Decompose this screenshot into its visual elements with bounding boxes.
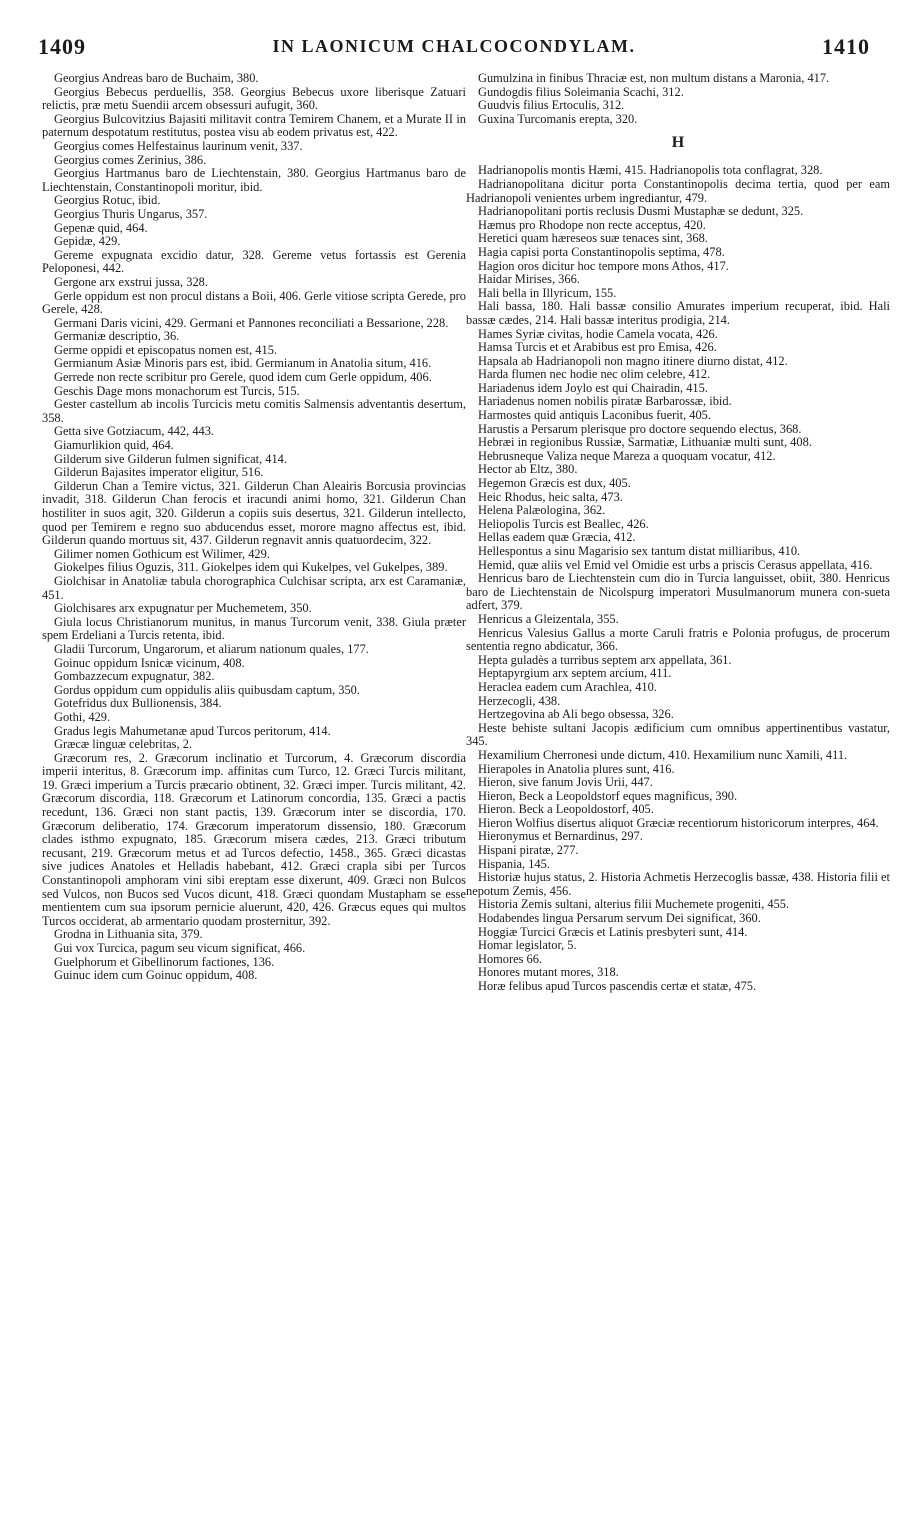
index-entry: Hellas eadem quæ Græcia, 412. [478, 530, 636, 545]
index-entry: Henricus a Gleizentala, 355. [478, 611, 619, 626]
index-entry: Gladii Turcorum, Ungarorum, et aliarum nationum quales, 177. [54, 641, 369, 656]
index-entry: Hegemon Græcis est dux, 405. [478, 476, 631, 491]
page-number-left: 1409 [38, 34, 86, 59]
index-entry: Hexamilium Cherronesi unde dictum, 410. Hexamilium nunc Xamili, 411. [478, 747, 848, 762]
index-entry: Hodabendes lingua Persarum servum Dei significat, 360. [478, 911, 761, 926]
index-entry: Hepta guladès a turribus septem arx appellata, 361. [478, 652, 732, 667]
index-entry: Hispani piratæ, 277. [478, 843, 579, 858]
index-entry: Guelphorum et Gibellinorum factiones, 136. [54, 954, 275, 969]
index-entry: Gilimer nomen Gothicum est Wilimer, 429. [54, 546, 270, 561]
index-entry: Heretici quam hæreseos suæ tenaces sint, 368. [478, 231, 708, 246]
index-entry: Georgius comes Helfestainus laurinum venit, 337. [54, 138, 303, 153]
left-column [42, 72, 466, 1502]
index-entry: Hieronymus et Bernardinus, 297. [478, 829, 643, 844]
index-entry: Gradus legis Mahumetanæ apud Turcos peritorum, 414. [54, 723, 331, 738]
index-entry: Haidar Mirises, 366. [478, 272, 580, 287]
index-entry: Hali bassa, 180. Hali bassæ consilio Amurates imperium recuperat, ibid. Hali bassæ cædes, 214. Hali bassæ interitus prodigia, 214. [466, 299, 890, 327]
index-entry: Giamurlikion quid, 464. [54, 438, 174, 453]
index-entry: Gumulzina in finibus Thraciæ est, non multum distans a Maronia, 417. [478, 72, 830, 85]
index-entry: Giolchisar in Anatoliæ tabula chorographica Culchisar scripta, arx est Caramaniæ, 451. [42, 573, 466, 602]
index-entry: Gereme expugnata excidio datur, 328. Gereme vetus fortassis est Gerenia Peloponesi, 442. [42, 247, 466, 276]
index-entry: Gilderum sive Gilderun fulmen significat, 414. [54, 451, 287, 466]
right-column-g-entries [466, 72, 890, 126]
section-letter-h: H [671, 134, 685, 152]
index-entry: Henricus baro de Liechtenstein cum dio in Turcia languisset, obiit, 380. Henricus baro de Liechtenstain de Nicolspurg imperatori Musulmanorum munera con-suetа adfert, 379. [466, 571, 890, 613]
index-entry: Hertzegovina ab Ali bego obsessa, 326. [478, 707, 674, 722]
index-entry: Gepenæ quid, 464. [54, 220, 148, 235]
index-entry: Helena Palæologina, 362. [478, 503, 606, 518]
index-entry: Hieron Wolfius disertus aliquot Græciæ recentiorum historicorum interpres, 464. [478, 815, 879, 830]
right-column [466, 72, 890, 1502]
index-entry: Hispania, 145. [478, 856, 550, 871]
index-entry: Hagia capisi porta Constantinopolis septima, 478. [478, 244, 725, 259]
index-entry: Honores mutant mores, 318. [478, 965, 619, 980]
index-entry: Hames Syriæ civitas, hodie Camela vocata, 426. [478, 326, 718, 341]
right-column-h-entries [466, 164, 890, 993]
index-entry: Hadrianopolitana dicitur porta Constantinopolis decima tertia, quod per eam Hadrianopoli venientes urbem ingrediantur, 479. [466, 176, 890, 205]
index-entry: Hieron. Beck a Leopoldostorf, 405. [478, 802, 654, 817]
index-entry: Gui vox Turcica, pagum seu vicum significat, 466. [54, 941, 306, 955]
index-entry: Guxina Turcomanis erepta, 320. [478, 111, 638, 126]
index-entry: Gombazzecum expugnatur, 382. [54, 669, 215, 684]
index-entry: Gotefridus dux Bullionensis, 384. [54, 696, 222, 711]
index-entry: Gilderun Chan a Temire victus, 321. Gilderun Chan Aleairis Borcusia provincias invadit, 318. Gilderun Chan ferocis et iracundi animi homo, 321. Gilderun Chan hostiliter in suos agit, 320. Gilderun a copiis suis desertus, 321. Gilderun intellecto, quod per Temirem e regno suo abducendus esset, morore magno affectus est, ibid. Gilderun quando mortuus sit, 437. Gilderun regnavit annis quatuordecim, 322. [42, 478, 466, 548]
index-entry: Hamsa Turcis et et Arabibus est pro Emisa, 426. [478, 340, 717, 355]
index-entry: Germianum Asiæ Minoris pars est, ibid. Germianum in Anatolia situm, 416. [54, 356, 432, 371]
index-entry: Hali bella in Illyricum, 155. [478, 285, 617, 300]
index-entry: Herzecogli, 438. [478, 693, 561, 708]
index-entry: Heptapyrgium arx septem arcium, 411. [478, 666, 672, 681]
index-entry: Giolchisares arx expugnatur per Muchemetem, 350. [54, 601, 312, 616]
index-entry: Germani Daris vicini, 429. Germani et Pannones reconciliati a Bessarione, 228. [54, 315, 449, 330]
index-entry: Geschis Dage mons monachorum est Turcis, 515. [54, 383, 300, 398]
index-entry: Germaniæ descriptio, 36. [54, 329, 180, 344]
index-entry: Hapsala ab Hadrianopoli non magno itinere diurno distat, 412. [478, 353, 788, 368]
index-entry: Hagion oros dicitur hoc tempore mons Athos, 417. [478, 258, 729, 273]
index-entry: Heraclea eadem cum Arachlea, 410. [478, 679, 657, 694]
index-entry: Hebrusneque Valiza neque Mareza a quoquam vocatur, 412. [478, 448, 776, 463]
index-entry: Giula locus Christianorum munitus, in manus Turcorum venit, 338. Giula præter spem Erdeliani a Turcis retenta, ibid. [42, 614, 466, 643]
index-entry: Hæmus pro Rhodope non recte acceptus, 420. [478, 217, 706, 232]
index-entry: Horæ felibus apud Turcos pascendis certæ et statæ, 475. [478, 979, 757, 993]
index-entry: Heliopolis Turcis est Beallec, 426. [478, 516, 649, 531]
index-entry: Græcorum res, 2. Græcorum inclinatio et Turcorum, 4. Græcorum discordia imperii interitus, 8. Græcorum imp. affinitas cum Turco, 12. Græci Turcis militant, 19. Græci imperium a Turcis præcario obtinent, 32. Græci imper. Turcis militant, 42. Græcorum discordia, 118. Græcorum et Latinorum concordia, 135. Græci a pactis recedunt, 136. Græci non stant pactis, 139. Græcorum inter se discordia, 170. Græcorum deliberatio, 174. Græcorum imperatorum dissensio, 180. Græcorum clades isthmo expugnato, 185. Græcorum misera cædes, 213. Græci tributum recusant, 219. Græcorum metus et ad Turcos defectio, 1458., 365. Græci dicastas sive judices Anatoles et Helladis habebant, 412. Græci crapla sibi per Turcos Constantinopoli amphoram vini sibi ereptam esse dixerunt, 409. Græci non Bulcos sed Vulcos, non Bucos sed Vucos dicunt, 418. Græci quondam Mustapham se esse mentientem cum sua ipsorum pernicie aluerunt, 420, 426. Græcus eques qui multos Turcos occiderat, ab armentario quodam prosternitur, 392. [42, 750, 466, 928]
index-entry: Gepidæ, 429. [54, 234, 121, 249]
index-entry: Hieron, Beck a Leopoldstorf eques magnificus, 390. [478, 788, 738, 803]
index-entry: Harmostes quid antiquis Laconibus fuerit, 405. [478, 408, 711, 423]
index-entry: Historia Zemis sultani, alterius filii Muchemete progeniti, 455. [478, 897, 790, 912]
index-entry: Hector ab Eltz, 380. [478, 462, 578, 477]
index-entry: Gundogdis filius Soleimania Scachi, 312. [478, 84, 684, 99]
index-entry: Hadrianopolis montis Hæmi, 415. Hadrianopolis tota conflagrat, 328. [478, 163, 823, 178]
index-entry: Hariadenus idem Joylo est qui Chairadin, 415. [478, 380, 708, 395]
index-entry: Georgius Rotuc, ibid. [54, 193, 161, 208]
index-entry: Homar legislator, 5. [478, 938, 577, 953]
index-entry: Georgius Hartmanus baro de Liechtenstain, 380. Georgius Hartmanus baro de Liechtenstain, Constantinopoli moritur, ibid. [42, 166, 466, 194]
index-entry: Harustis a Persarum plerisque pro doctore sequendo electus, 368. [478, 421, 802, 436]
index-entry: Heic Rhodus, heic salta, 473. [478, 489, 623, 504]
index-entry: Guudvis filius Ertoculis, 312. [478, 98, 625, 113]
index-entry: Gergone arx exstrui jussa, 328. [54, 274, 208, 289]
index-entry: Gilderun Bajasites imperator eligitur, 516. [54, 465, 264, 480]
index-entry: Gothi, 429. [54, 709, 111, 724]
index-entry: Georgius Thuris Ungarus, 357. [54, 206, 208, 221]
index-entry: Gerrede non recte scribitur pro Gerele, quod idem cum Gerle oppidum, 406. [54, 370, 432, 385]
index-entry: Gester castellum ab incolis Turcicis metu comitis Salmensis adventantis desertum, 358. [42, 397, 466, 425]
index-entry: Goinuc oppidum Isnicæ vicinum, 408. [54, 655, 245, 670]
index-entry: Germe oppidi et episcopatus nomen est, 415. [54, 342, 277, 357]
index-entry: Græcæ linguæ celebritas, 2. [54, 737, 192, 752]
index-entry: Gerle oppidum est non procul distans a Boii, 406. Gerle vitiose scripta Gerede, pro Gerele, 428. [42, 288, 466, 317]
index-entry: Heste behiste sultani Jacopis ædificium cum omnibus appertinentibus vastatur, 345. [466, 720, 890, 749]
index-entry: Historiæ hujus status, 2. Historia Achmetis Herzecoglis bassæ, 438. Historia filii et nepotum Zemis, 456. [466, 870, 890, 898]
index-entry: Georgius Andreas baro de Buchaim, 380. [54, 72, 259, 85]
index-entry: Hadrianopolitani portis reclusis Dusmi Mustaphæ se dedunt, 325. [478, 204, 804, 219]
index-entry: Hierapoles in Anatolia plures sunt, 416. [478, 761, 675, 776]
index-entry: Gordus oppidum cum oppidulis aliis quibusdam captum, 350. [54, 682, 360, 697]
index-entry: Grodna in Lithuania sita, 379. [54, 927, 203, 942]
index-entry: Georgius Bulcovitzius Bajasiti militavit contra Temirem Chanem, et a Murate II in paternum despotatum restitutus, postea visu ab eodem privatus est, 422. [42, 111, 466, 140]
index-entry: Guinuc idem cum Goinuc oppidum, 408. [54, 968, 258, 983]
index-entry: Getta sive Gotziacum, 442, 443. [54, 424, 215, 439]
index-entry: Hieron, sive fanum Jovis Urii, 447. [478, 775, 653, 790]
index-entry: Homores 66. [478, 951, 543, 966]
index-entry: Georgius Bebecus perduellis, 358. Georgius Bebecus uxore liberisque Zatuari relictis, præ metu Suendii arcem obsessuri aufugit, 360. [42, 84, 466, 113]
index-entry: Harda flumen nec hodie nec olim celebre, 412. [478, 367, 711, 382]
index-entry: Hoggiæ Turcici Græcis et Latinis presbyteri sunt, 414. [478, 924, 748, 939]
page-number-right: 1410 [822, 34, 870, 59]
index-entry: Hariadenus nomen nobilis piratæ Barbarossæ, ibid. [478, 394, 732, 409]
index-entry: Hemid, quæ aliis vel Emid vel Omidie est urbs a priscis Cerasus appellata, 416. [478, 557, 873, 572]
index-entry: Henricus Valesius Gallus a morte Caruli fratris e Polonia profugus, de procerum sententia regno abdicatur, 366. [466, 625, 890, 654]
index-entry: Hellespontus a sinu Magarisio sex tantum distat milliaribus, 410. [478, 544, 801, 558]
index-entry: Georgius comes Zerinius, 386. [54, 152, 207, 167]
index-entry: Hebræi in regionibus Russiæ, Sarmatiæ, Lithuaniæ multi sunt, 408. [478, 435, 812, 450]
page-header [38, 34, 870, 60]
index-entry: Giokelpes filius Oguzis, 311. Giokelpes idem qui Kukelpes, vel Gukelpes, 389. [54, 560, 448, 575]
running-title: IN LAONICUM CHALCOCONDYLAM. [272, 36, 636, 56]
